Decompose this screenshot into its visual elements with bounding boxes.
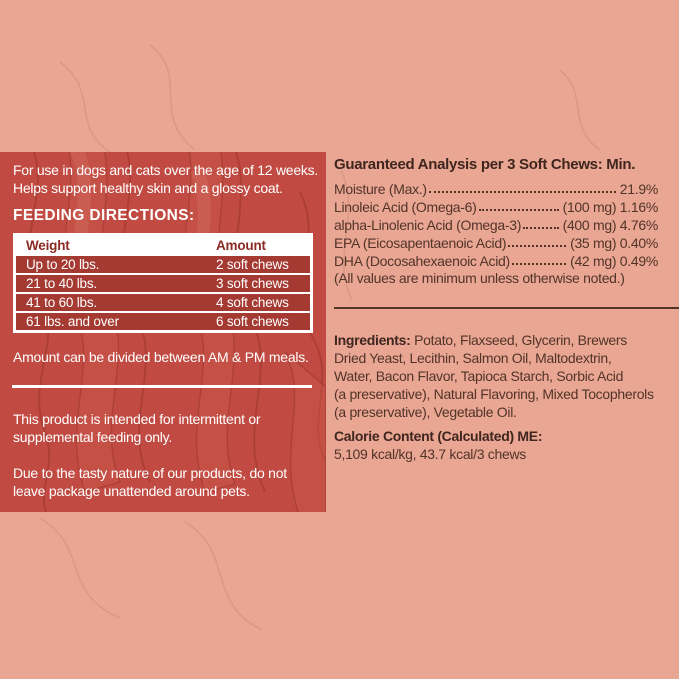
feeding-directions-heading: FEEDING DIRECTIONS: [13, 207, 195, 224]
calorie-content-value: 5,109 kcal/kg, 43.7 kcal/3 chews [334, 446, 526, 462]
caution-line: Due to the tasty nature of our products, do not [13, 465, 287, 481]
dot-leader [479, 209, 559, 211]
ga-row-moisture [334, 179, 658, 197]
usage-intro-line: Helps support healthy skin and a glossy coat. [13, 180, 283, 196]
intermittent-feeding-line: supplemental feeding only. [13, 429, 173, 445]
weight-cell: 61 lbs. and over [26, 314, 119, 329]
ingredients-label: Ingredients: [334, 332, 411, 348]
ingredients-line: Water, Bacon Flavor, Tapioca Starch, Sorbic Acid [334, 368, 624, 384]
feeding-table-row [16, 292, 310, 311]
ga-label: EPA (Eicosapentaenoic Acid) [334, 235, 507, 251]
feeding-table-row [16, 311, 310, 330]
ga-value: (35 mg) 0.40% [570, 235, 658, 251]
ga-value: 21.9% [619, 181, 658, 197]
ga-footnote: (All values are minimum unless otherwise noted.) [334, 270, 625, 286]
weight-cell: 21 to 40 lbs. [26, 276, 97, 291]
caution-note [13, 464, 287, 500]
ga-row-linoleic [334, 197, 658, 215]
weight-cell: 41 to 60 lbs. [26, 295, 97, 310]
dot-leader [523, 227, 558, 229]
weight-column-header: Weight [26, 237, 70, 253]
ingredients-line: (a preservative), Natural Flavoring, Mixed Tocopherols [334, 386, 654, 402]
ga-value: (100 mg) 1.16% [562, 199, 658, 215]
usage-intro-line: For use in dogs and cats over the age of 12 weeks. [13, 162, 319, 178]
caution-line: leave package unattended around pets. [13, 483, 250, 499]
ga-value: (400 mg) 4.76% [562, 217, 658, 233]
feeding-table-row [16, 254, 310, 273]
am-pm-note: Amount can be divided between AM & PM meals. [13, 349, 309, 365]
panel-divider [12, 385, 312, 388]
ga-row-alpha-linolenic [334, 215, 658, 233]
calorie-content-section [334, 427, 679, 463]
amount-cell: 6 soft chews [216, 314, 289, 329]
guaranteed-analysis-section [334, 156, 658, 287]
ga-row-epa [334, 233, 658, 251]
usage-intro-text [13, 161, 318, 197]
ga-label: Linoleic Acid (Omega-6) [334, 199, 477, 215]
ingredients-first-line [334, 331, 679, 349]
feeding-directions-panel [0, 152, 326, 512]
ga-label: DHA (Docosahexaenoic Acid) [334, 253, 510, 269]
dot-leader [429, 191, 616, 193]
amount-cell: 3 soft chews [216, 276, 289, 291]
ga-label: alpha-Linolenic Acid (Omega-3) [334, 217, 522, 233]
feeding-table-header-row [16, 236, 310, 254]
feeding-table-row [16, 273, 310, 292]
dot-leader [508, 245, 566, 247]
section-divider [334, 307, 679, 309]
ingredients-section [334, 331, 679, 421]
weight-cell: Up to 20 lbs. [26, 257, 100, 272]
amount-column-header: Amount [216, 237, 266, 253]
intermittent-feeding-line: This product is intended for intermittent or [13, 411, 261, 427]
intermittent-feeding-note [13, 410, 260, 446]
ingredients-line: Potato, Flaxseed, Glycerin, Brewers [410, 332, 627, 348]
guaranteed-analysis-heading: Guaranteed Analysis per 3 Soft Chews: Min. [334, 156, 636, 173]
ga-value: (42 mg) 0.49% [570, 253, 658, 269]
calorie-content-heading: Calorie Content (Calculated) ME: [334, 428, 543, 444]
dot-leader [512, 263, 566, 265]
ingredients-line: (a preservative), Vegetable Oil. [334, 404, 517, 420]
ingredients-line: Dried Yeast, Lecithin, Salmon Oil, Maltodextrin, [334, 350, 612, 366]
amount-cell: 2 soft chews [216, 257, 289, 272]
feeding-table [13, 233, 313, 333]
ga-row-dha [334, 251, 658, 269]
ga-label: Moisture (Max.) [334, 181, 427, 197]
amount-cell: 4 soft chews [216, 295, 289, 310]
